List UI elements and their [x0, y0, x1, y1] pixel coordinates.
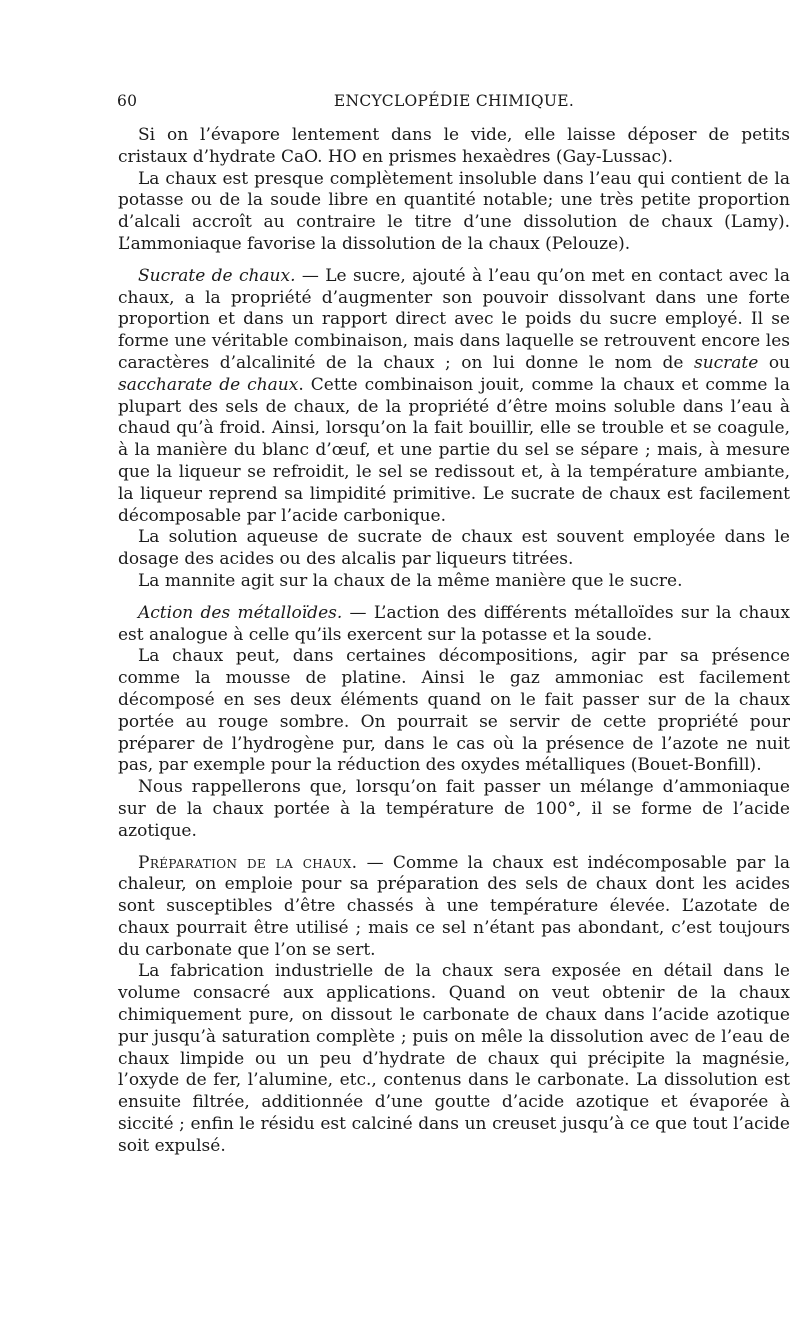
sucrate-text-part3: . Cette combinaison jouit, comme la chaux et comme la plupart des sels de chaux, de la propriété d’être moins soluble dans l’eau à chaud qu’à froid. Ainsi, lorsqu’on la fait bouillir, elle se trouble et se coagule, à la manière du blanc d’œuf, et une partie du sel se sépare ; mais, à mesure que la liqueur se refroidit, le sel se redissout et, à la température ambiante, la liqueur reprend sa limpidité primitive. Le sucrate de chaux est facilement décomposable par l’acide carbonique. — [118, 374, 791, 526]
section-heading-metalloids: Action des métalloïdes. — [138, 602, 343, 623]
paragraph-solubility: La chaux est presque complètement insoluble dans l’eau qui contient de la potasse ou de la soude libre en quantité notable; une très petite proportion d’alcali accroît au contraire le titre d’une dissolution de chaux (Lamy). L’ammoniaque favorise la dissolution de la chaux (Pelouze). — [118, 168, 790, 254]
paragraph-platinum: La chaux peut, dans certaines décompositions, agir par sa présence comme la mousse de platine. Ainsi le gaz ammoniac est facilement décomposé en ses deux éléments quand on le fait passer sur de la chaux portée au rouge sombre. On pourrait se servir de cette propriété pour préparer de l’hydrogène pur, dans le cas où la présence de l’azote ne nuit pas, par exemple pour la réduction des oxydes métalliques (Bouet-Bonfill). — [118, 646, 790, 776]
section-heading-sucrate: Sucrate de chaux. — [138, 265, 296, 286]
paragraph-mannite: La mannite agit sur la chaux de la même manière que le sucre. — [138, 570, 683, 591]
paragraph-evaporation: Si on l’évapore lentement dans le vide, elle laisse déposer de petits cristaux d’hydrate CaO. HO en prismes hexaèdres (Gay-Lussac). — [118, 125, 790, 167]
term-sucrate: sucrate — [693, 352, 759, 373]
section-heading-preparation: Préparation de la chaux. — [138, 852, 358, 873]
preparation-text: — Comme la chaux est indécomposable par la chaleur, on emploie pour sa préparation des sels de chaux dont les acides sont susceptibles d’être chassés à une température élevée. L’azotate de chaux pourrait être utilisé ; mais ce sel n’étant pas abondant, c’est toujours du carbonate que l’on se sert. — [118, 852, 790, 960]
term-saccharate: saccharate de chaux — [118, 374, 299, 395]
sucrate-text-part1: — Le sucre, ajouté à l’eau qu’on met en contact avec la chaux, a la propriété d’augmenter son pouvoir dissolvant dans une forte proportion et dans un rapport direct avec le poids du sucre employé. Il se forme une véritable combinaison, mais dans laquelle se retrouvent encore les caractères d’alcalinité de la chaux ; on lui donne le nom de — [118, 265, 790, 373]
paragraph-ammonia: Nous rappellerons que, lorsqu’on fait passer un mélange d’ammoniaque sur de la chaux portée à la température de 100°, il se forme de l’acide azotique. — [118, 777, 790, 841]
metalloids-text: — L’action des différents métalloïdes sur la chaux est analogue à celle qu’ils exercent sur la potasse et la soude. — [118, 602, 790, 645]
paragraph-metalloids — [118, 603, 790, 647]
paragraph-sucrate — [118, 266, 790, 528]
paragraph-fabrication: La fabrication industrielle de la chaux sera exposée en détail dans le volume consacré aux applications. Quand on veut obtenir de la chaux chimiquement pure, on dissout le carbonate de chaux dans l’acide azotique pur jusqu’à saturation complète ; puis on mêle la dissolution avec de l’eau de chaux limpide ou un peu d’hydrate de chaux qui précipite la magnésie, l’oxyde de fer, l’alumine, etc., contenus dans le carbonate. La dissolution est ensuite filtrée, additionnée d’une goutte d’acide azotique et évaporée à siccité ; enfin le résidu est calciné dans un creuset jusqu’à ce que tout l’acide soit expulsé. — [118, 961, 790, 1156]
page-number: 60 — [117, 92, 138, 110]
running-title: ENCYCLOPÉDIE CHIMIQUE. — [333, 92, 575, 110]
body-text — [118, 125, 790, 1158]
page-header — [117, 92, 791, 114]
paragraph-preparation — [118, 853, 790, 962]
paragraph-titration: La solution aqueuse de sucrate de chaux est souvent employée dans le dosage des acides ou des alcalis par liqueurs titrées. — [118, 527, 790, 570]
sucrate-text-part2: ou — [758, 352, 790, 373]
